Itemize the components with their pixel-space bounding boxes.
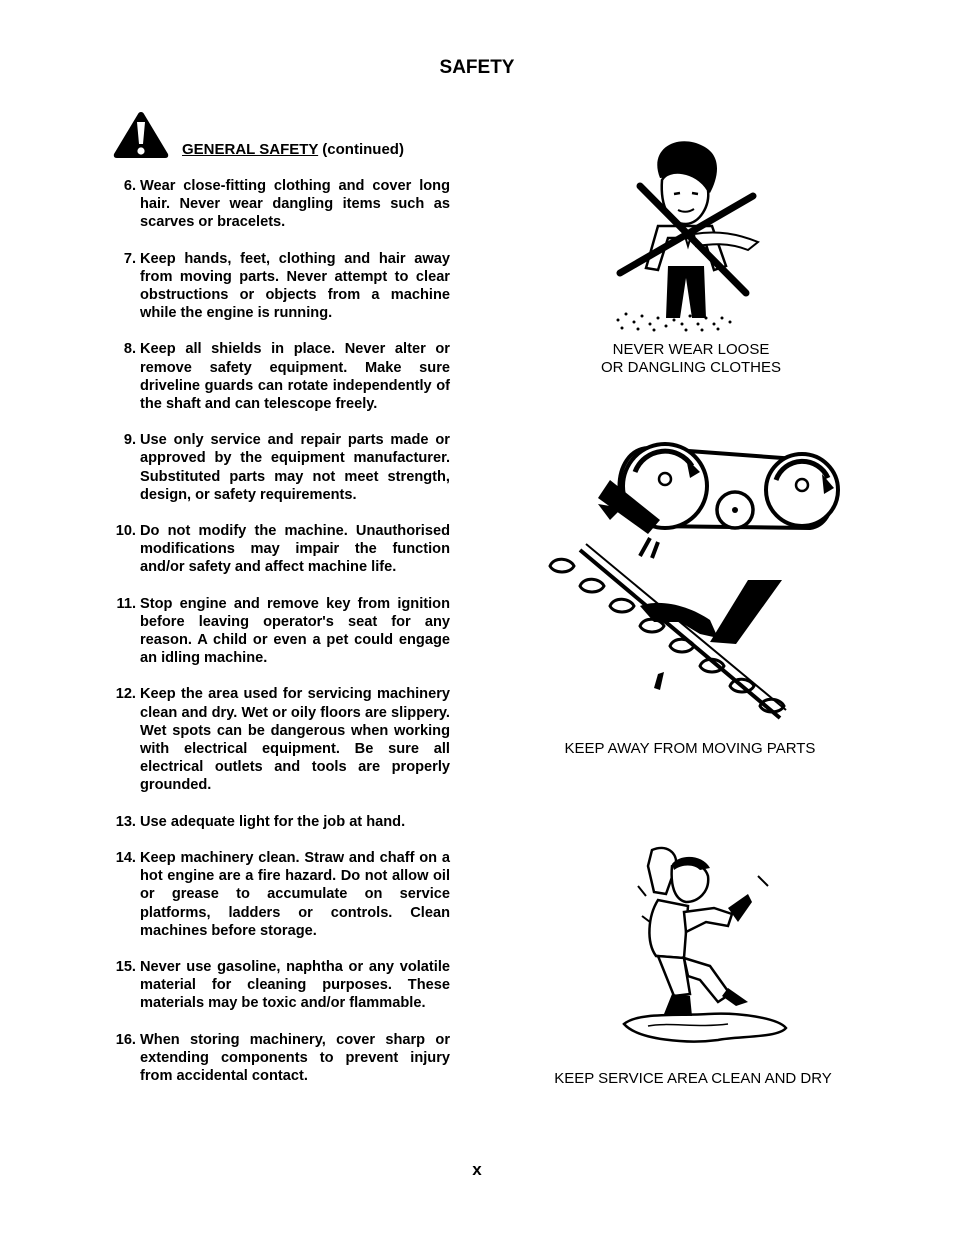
item-text: Stop engine and remove key from ignition before leaving operator's seat for any reason. A child or even a pet could engage an idling machine. [140,595,450,667]
item-number: 9. [123,432,136,449]
item-text: When storing machinery, cover sharp or extending components to prevent injury from accidental contact. [140,1031,450,1084]
item-number: 10. [115,523,136,540]
item-text: Keep the area used for servicing machinery clean and dry. Wet or oily floors are slippery. Wet spots can be dangerous when working with electrical equipment. Be sure all electrical outlets and tools are properly grounded. [140,686,450,794]
slipping-person-illustration [618,846,793,1046]
list-item [110,431,450,504]
page-number: x [472,1160,482,1179]
caption-line-2: OR DANGLING CLOTHES [600,359,782,376]
clean-dry-caption: KEEP SERVICE AREA CLEAN AND DRY [554,1070,832,1087]
list-item [110,849,450,940]
section-heading-suffix: (continued) [318,141,404,158]
item-number: 8. [123,341,136,358]
safety-list [110,177,450,1103]
list-item [110,1031,450,1086]
list-item [110,595,450,668]
item-number: 15. [115,958,136,975]
item-number: 12. [115,686,136,703]
moving-parts-caption: KEEP AWAY FROM MOVING PARTS [564,740,816,757]
section-heading [182,141,404,158]
list-item [110,958,450,1013]
item-text: Use only service and repair parts made or approved by the equipment manufacturer. Substituted parts may not meet strength, design, or safety requirements. [140,432,450,503]
item-number: 11. [116,595,136,612]
moving-parts-illustration [540,438,850,738]
item-text: Keep hands, feet, clothing and hair away from moving parts. Never attempt to clear obstructions or objects from a machine while the engine is running. [140,250,450,322]
loose-clothing-illustration [598,138,778,333]
list-item [110,685,450,794]
item-number: 6. [123,178,136,194]
list-item [110,813,450,831]
item-text: Keep all shields in place. Never alter or remove safety equipment. Make sure driveline guards can rotate independently of the shaft and can telescope freely. [140,341,450,413]
list-item [110,522,450,577]
list-item [110,177,450,232]
item-number: 13. [115,813,136,830]
item-number: 7. [123,250,136,267]
item-text: Do not modify the machine. Unauthorised modifications may impair the function and/or safety and affect machine life. [140,523,450,576]
page-title: SAFETY [439,57,515,78]
list-item [110,340,450,413]
loose-clothing-caption [592,341,790,377]
item-text: Keep machinery clean. Straw and chaff on a hot engine are a fire hazard. Do not allow oil or grease to accumulate on service platforms, ladders or controls. Clean machines before storage. [140,849,450,939]
caption-line-1: NEVER WEAR LOOSE [612,341,770,358]
item-number: 16. [115,1031,136,1048]
item-text: Never use gasoline, naphtha or any volatile material for cleaning purposes. These materials may be toxic and/or flammable. [140,958,450,1012]
item-text: Use adequate light for the job at hand. [140,813,406,830]
warning-triangle-icon [112,110,170,160]
item-number: 14. [115,849,136,866]
section-heading-title: GENERAL SAFETY [182,141,319,158]
item-text: Wear close-fitting clothing and cover long hair. Never wear dangling items such as scarves or bracelets. [140,178,450,231]
list-item [110,250,450,323]
